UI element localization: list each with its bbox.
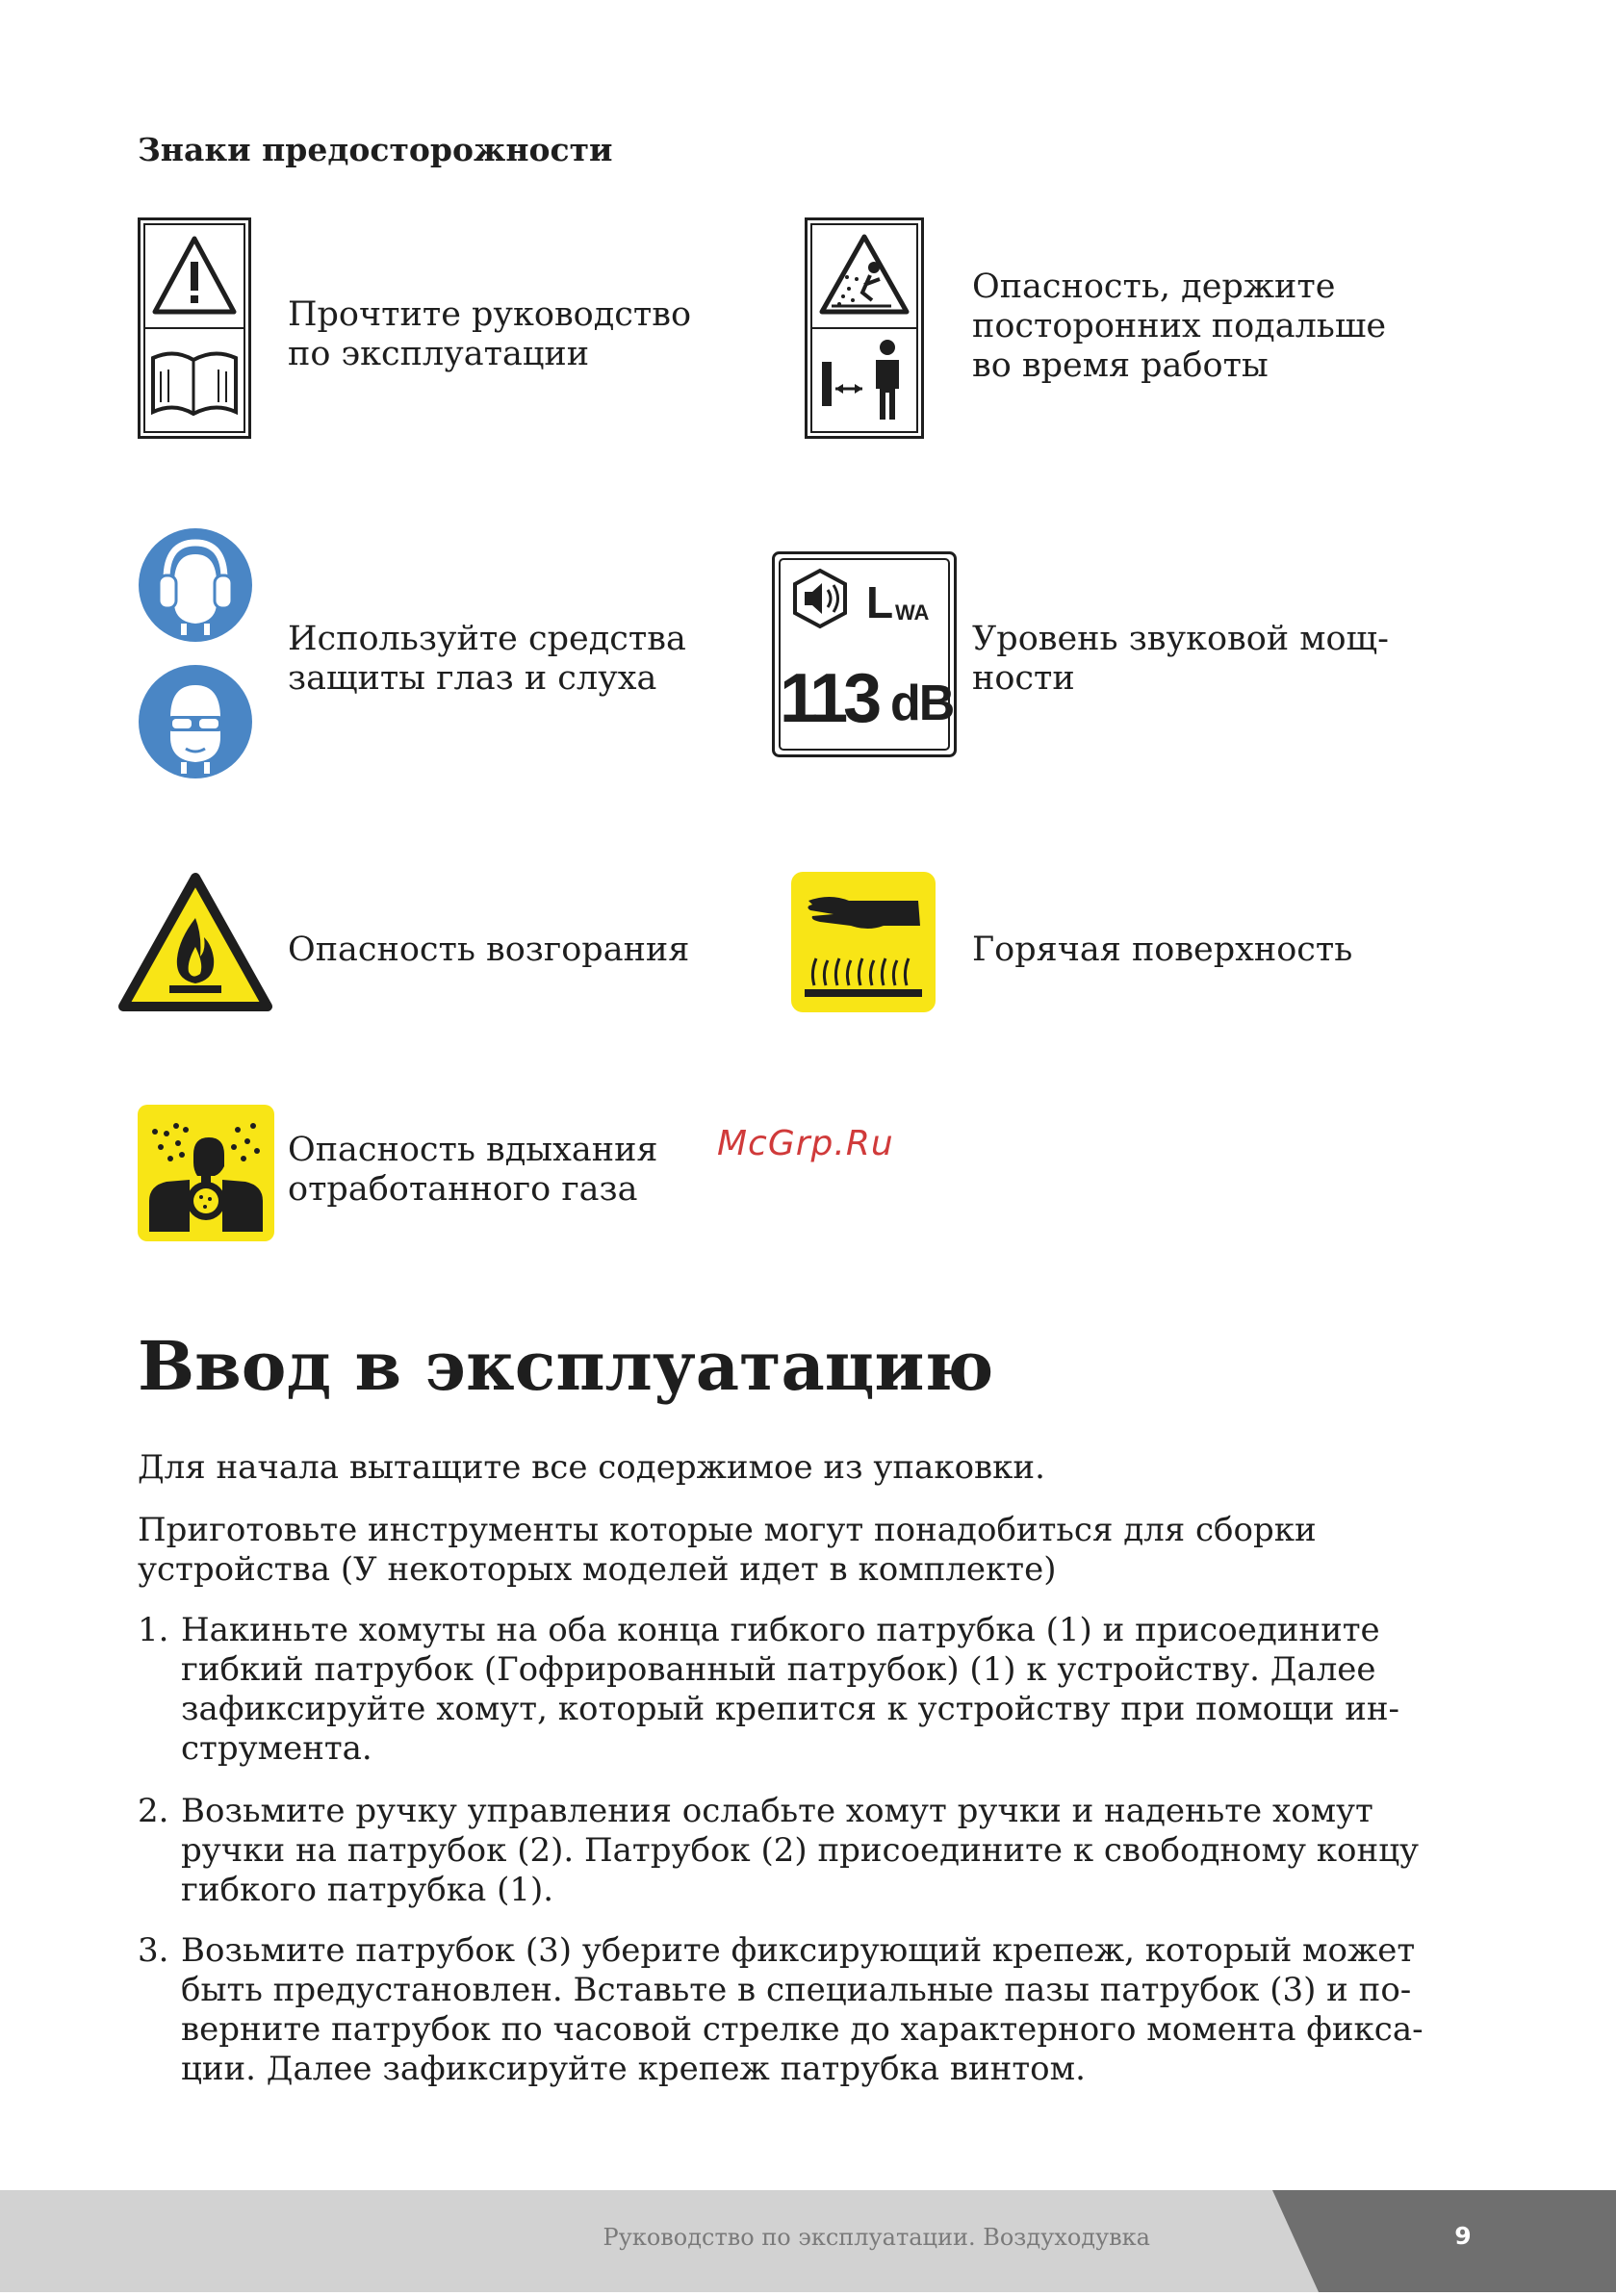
paragraph-tools: Приготовьте инструменты которые могут понадобиться для сборки устройства (У некоторых моделей идет в комплекте): [138, 1511, 1317, 1589]
page-heading: Ввод в эксплуатацию: [138, 1326, 994, 1406]
read-manual-sign-icon: [138, 217, 251, 439]
list-item-number: 2.: [138, 1792, 169, 1830]
paragraph-unpack: Для начала вытащите все содержимое из упаковки.: [138, 1448, 1045, 1487]
footer-title: Руководство по эксплуатации. Воздуходувка: [603, 2224, 1150, 2251]
lwa-label: L: [866, 577, 894, 627]
list-item-number: 3.: [138, 1931, 169, 1970]
fire-hazard-sign-icon: [117, 872, 273, 1014]
db-value: 113: [780, 660, 878, 737]
sign-caption-fire: Опасность возгорания: [288, 931, 690, 969]
hot-surface-sign-icon: [791, 872, 936, 1012]
sign-caption-read-manual: Прочтите руководство по эксплуатации: [288, 295, 692, 373]
sign-caption-sound-power: Уровень звуковой мощ- ности: [972, 620, 1389, 698]
sign-caption-hot-surface: Горячая поверхность: [972, 931, 1353, 969]
db-unit: dB: [890, 676, 954, 731]
sound-power-sign-icon: [772, 551, 957, 757]
sign-caption-exhaust: Опасность вдыхания отработанного газа: [288, 1131, 658, 1209]
page-number: 9: [1454, 2222, 1472, 2250]
section-title: Знаки предосторожности: [138, 131, 613, 168]
exhaust-gas-sign-icon: [138, 1105, 274, 1241]
wa-subscript: WA: [895, 600, 930, 625]
list-item-number: 1.: [138, 1611, 169, 1649]
watermark: McGrp.Ru: [717, 1124, 894, 1163]
sign-caption-protection: Используйте средства защиты глаз и слуха: [288, 620, 686, 698]
ear-protection-icon: [138, 527, 253, 643]
keep-bystanders-away-sign-icon: [805, 217, 924, 439]
sign-caption-keep-away: Опасность, держите посторонних подальше во время работы: [972, 268, 1387, 385]
eye-protection-icon: [138, 664, 253, 779]
